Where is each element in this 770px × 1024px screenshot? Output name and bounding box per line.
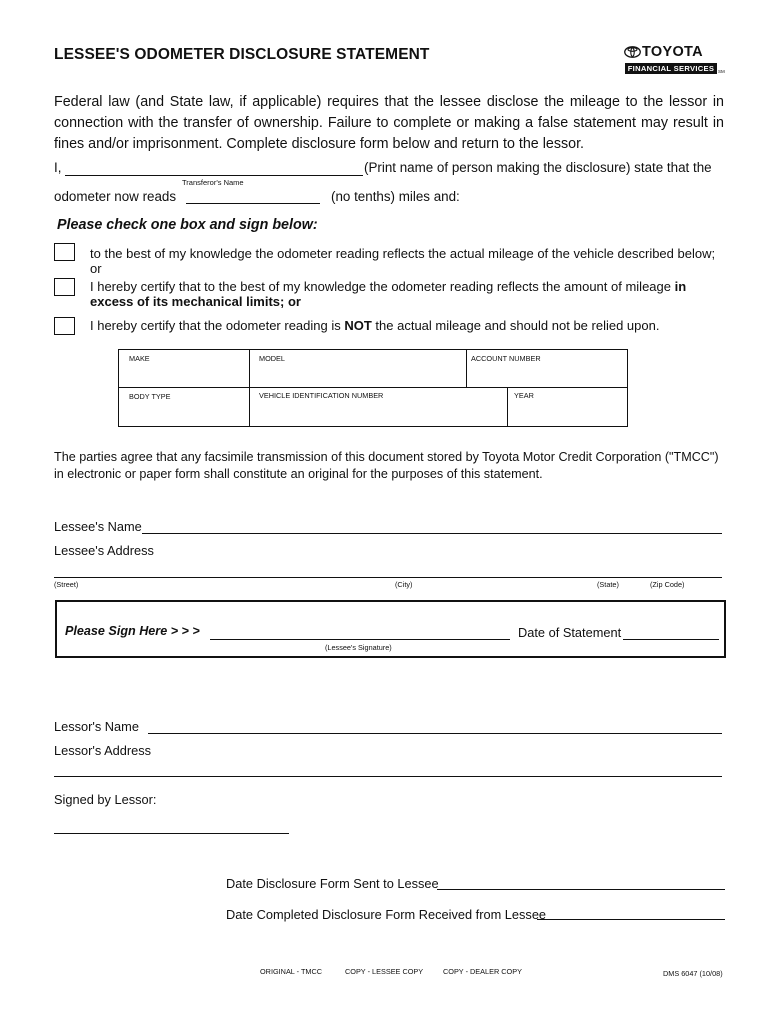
lessee-name-label: Lessee's Name: [54, 519, 142, 534]
date-sent-label: Date Disclosure Form Sent to Lessee: [226, 876, 439, 891]
transferor-name-field[interactable]: [65, 175, 363, 176]
signed-by-lessor-label: Signed by Lessor:: [54, 792, 157, 807]
logo-service-mark: SM: [718, 69, 725, 74]
option-excess-mileage: [90, 279, 724, 309]
lessor-address-field[interactable]: [54, 776, 722, 777]
option-not-actual-pre: I hereby certify that the odometer reading is: [90, 318, 345, 333]
form-number: DMS 6047 (10/08): [663, 969, 723, 978]
make-label: MAKE: [129, 354, 150, 363]
lessee-name-field[interactable]: [142, 533, 722, 534]
year-label: YEAR: [514, 391, 534, 400]
vehicle-table: [118, 349, 628, 427]
date-received-field[interactable]: [537, 919, 725, 920]
body-type-cell[interactable]: [129, 392, 171, 401]
declaration-suffix: (Print name of person making the disclosure) state that the: [364, 160, 712, 175]
excess-mileage-checkbox[interactable]: [54, 278, 75, 296]
option-actual-mileage: to the best of my knowledge the odometer reading reflects the actual mileage of the vehicle described below; or: [90, 246, 716, 276]
footer-original: ORIGINAL - TMCC: [260, 967, 323, 976]
model-label: MODEL: [259, 354, 285, 363]
option-not-actual-post: the actual mileage and should not be relied upon.: [371, 318, 660, 333]
date-sent-field[interactable]: [437, 889, 725, 890]
zip-caption: (Zip Code): [650, 580, 685, 589]
sign-here-label: Please Sign Here > > >: [65, 624, 200, 638]
lessor-address-label: Lessor's Address: [54, 743, 152, 758]
make-cell[interactable]: [129, 354, 150, 363]
body-type-label: BODY TYPE: [129, 392, 171, 401]
lessee-address-label: Lessee's Address: [54, 543, 154, 558]
year-cell[interactable]: [514, 391, 534, 400]
not-actual-mileage-checkbox[interactable]: [54, 317, 75, 335]
account-number-cell[interactable]: [471, 354, 541, 363]
account-number-label: ACCOUNT NUMBER: [471, 354, 541, 363]
vin-cell[interactable]: [259, 391, 383, 400]
option-not-actual: [90, 318, 724, 333]
date-received-label: Date Completed Disclosure Form Received from Lessee: [226, 907, 547, 922]
facsimile-paragraph: The parties agree that any facsimile transmission of this document stored by Toyota Motor Credit Corporation ("TMCC") in electronic or paper form shall constitute an original for the purposes of this statement.: [54, 450, 719, 481]
table-column-divider: [507, 387, 508, 426]
footer-lessee-copy: COPY - LESSEE COPY: [345, 967, 424, 976]
option-excess-bold: in excess of its mechanical limits; or: [90, 279, 687, 309]
lessor-name-label: Lessor's Name: [54, 719, 139, 734]
declaration-prefix: I,: [54, 160, 62, 175]
lessee-signature-field[interactable]: [210, 639, 510, 640]
signature-box: [55, 600, 726, 658]
lessor-signature-field[interactable]: [54, 833, 289, 834]
logo-brand: TOYOTA: [642, 44, 703, 60]
table-column-divider: [466, 350, 467, 387]
transferor-name-caption: Transferor's Name: [182, 178, 244, 187]
signature-caption: (Lessee's Signature): [325, 643, 392, 652]
footer-dealer-copy: COPY - DEALER COPY: [443, 967, 522, 976]
lessor-name-field[interactable]: [148, 733, 722, 734]
date-of-statement-label: Date of Statement: [518, 625, 622, 640]
vin-label: VEHICLE IDENTIFICATION NUMBER: [259, 391, 384, 400]
form-title: LESSEE'S ODOMETER DISCLOSURE STATEMENT: [54, 46, 430, 63]
state-caption: (State): [597, 580, 619, 589]
check-heading: Please check one box and sign below:: [57, 217, 318, 233]
logo-subtitle: FINANCIAL SERVICES: [625, 63, 717, 74]
odometer-reading-field[interactable]: [186, 203, 320, 204]
actual-mileage-checkbox[interactable]: [54, 243, 75, 261]
toyota-emblem-icon: [624, 46, 641, 58]
toyota-logo: [624, 45, 724, 77]
date-of-statement-field[interactable]: [623, 639, 719, 640]
city-caption: (City): [395, 580, 413, 589]
table-row-divider: [119, 387, 627, 388]
table-column-divider: [249, 350, 250, 426]
model-cell[interactable]: [259, 354, 285, 363]
lessee-address-field[interactable]: [54, 577, 722, 578]
odometer-label: odometer now reads: [54, 189, 177, 204]
street-caption: (Street): [54, 580, 79, 589]
intro-paragraph: Federal law (and State law, if applicable) requires that the lessee disclose the mileage to the lessor in connection with the transfer of ownership. Failure to complete or making a false statement may result in fines and/or imprisonment. Complete disclosure form below and return to the lessor.: [54, 94, 724, 152]
miles-label: (no tenths) miles and:: [331, 189, 460, 204]
option-excess-text: I hereby certify that to the best of my knowledge the odometer reading reflects the amount of mileage: [90, 279, 675, 294]
option-not-actual-bold: NOT: [344, 318, 372, 333]
